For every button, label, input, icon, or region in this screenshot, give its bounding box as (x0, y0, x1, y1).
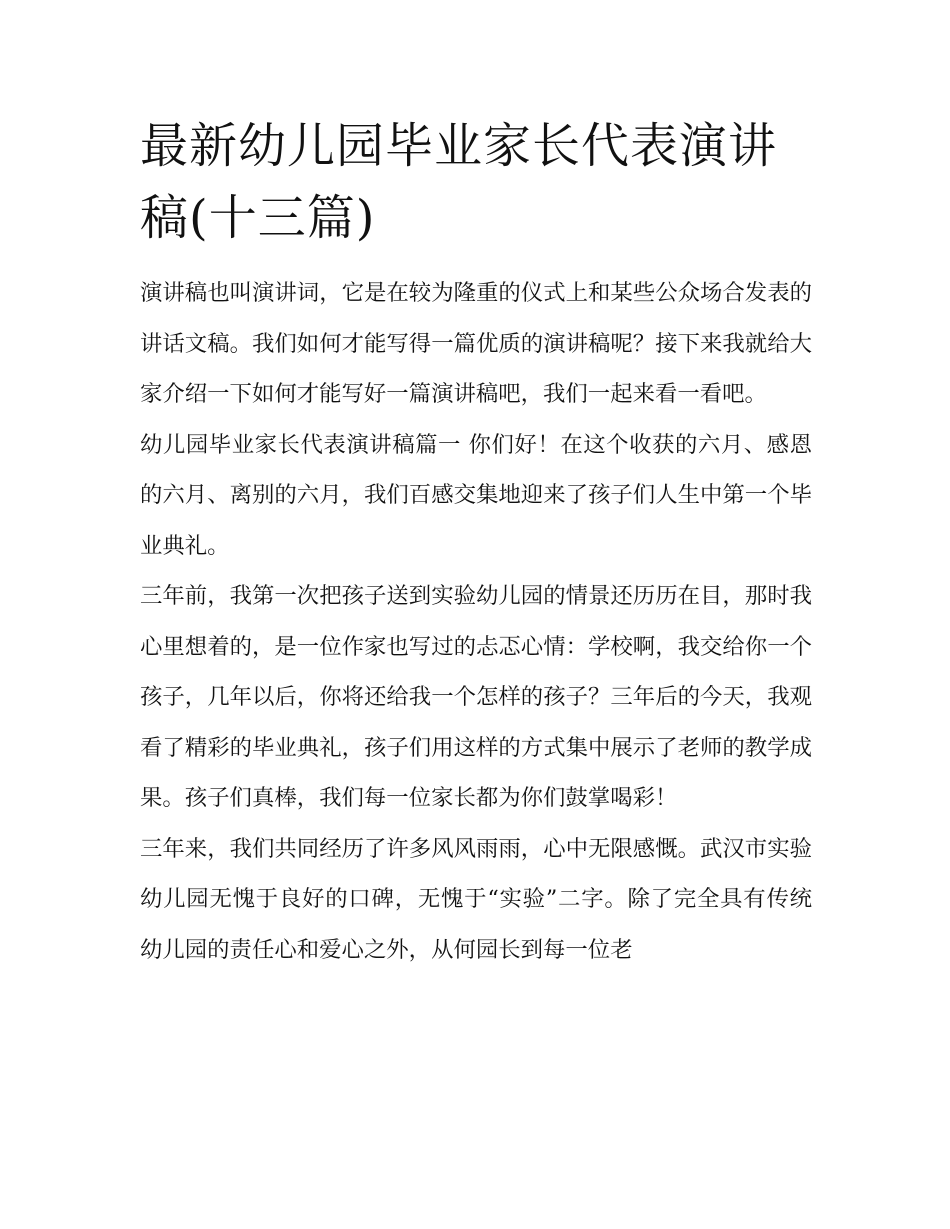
paragraph-three-years-ago: 三年前，我第一次把孩子送到实验幼儿园的情景还历历在目，那时我心里想着的，是一位作家也写过的忐忑心情：学校啊，我交给你一个孩子，几年以后，你将还给我一个怎样的孩子？三年后的今天，我观看了精彩的毕业典礼，孩子们用这样的方式集中展示了老师的教学成果。孩子们真棒，我们每一位家长都为你们鼓掌喝彩！ (140, 583, 812, 811)
document-title: 最新幼儿园毕业家长代表演讲稿(十三篇) (140, 118, 778, 246)
document-page (140, 110, 812, 975)
paragraph-intro: 演讲稿也叫演讲词，它是在较为隆重的仪式上和某些公众场合发表的讲话文稿。我们如何才能写得一篇优质的演讲稿呢？接下来我就给大家介绍一下如何才能写好一篇演讲稿吧，我们一起来看一看吧。 (140, 280, 812, 407)
paragraph-speech-opening: 幼儿园毕业家长代表演讲稿篇一 你们好！在这个收获的六月、感恩的六月、离别的六月，我们百感交集地迎来了孩子们人生中第一个毕业典礼。 (140, 431, 812, 559)
paragraph-three-years: 三年来，我们共同经历了许多风风雨雨，心中无限感慨。武汉市实验幼儿园无愧于良好的口碑，无愧于“实验”二字。除了完全具有传统幼儿园的责任心和爱心之外，从何园长到每一位老 (140, 835, 812, 963)
